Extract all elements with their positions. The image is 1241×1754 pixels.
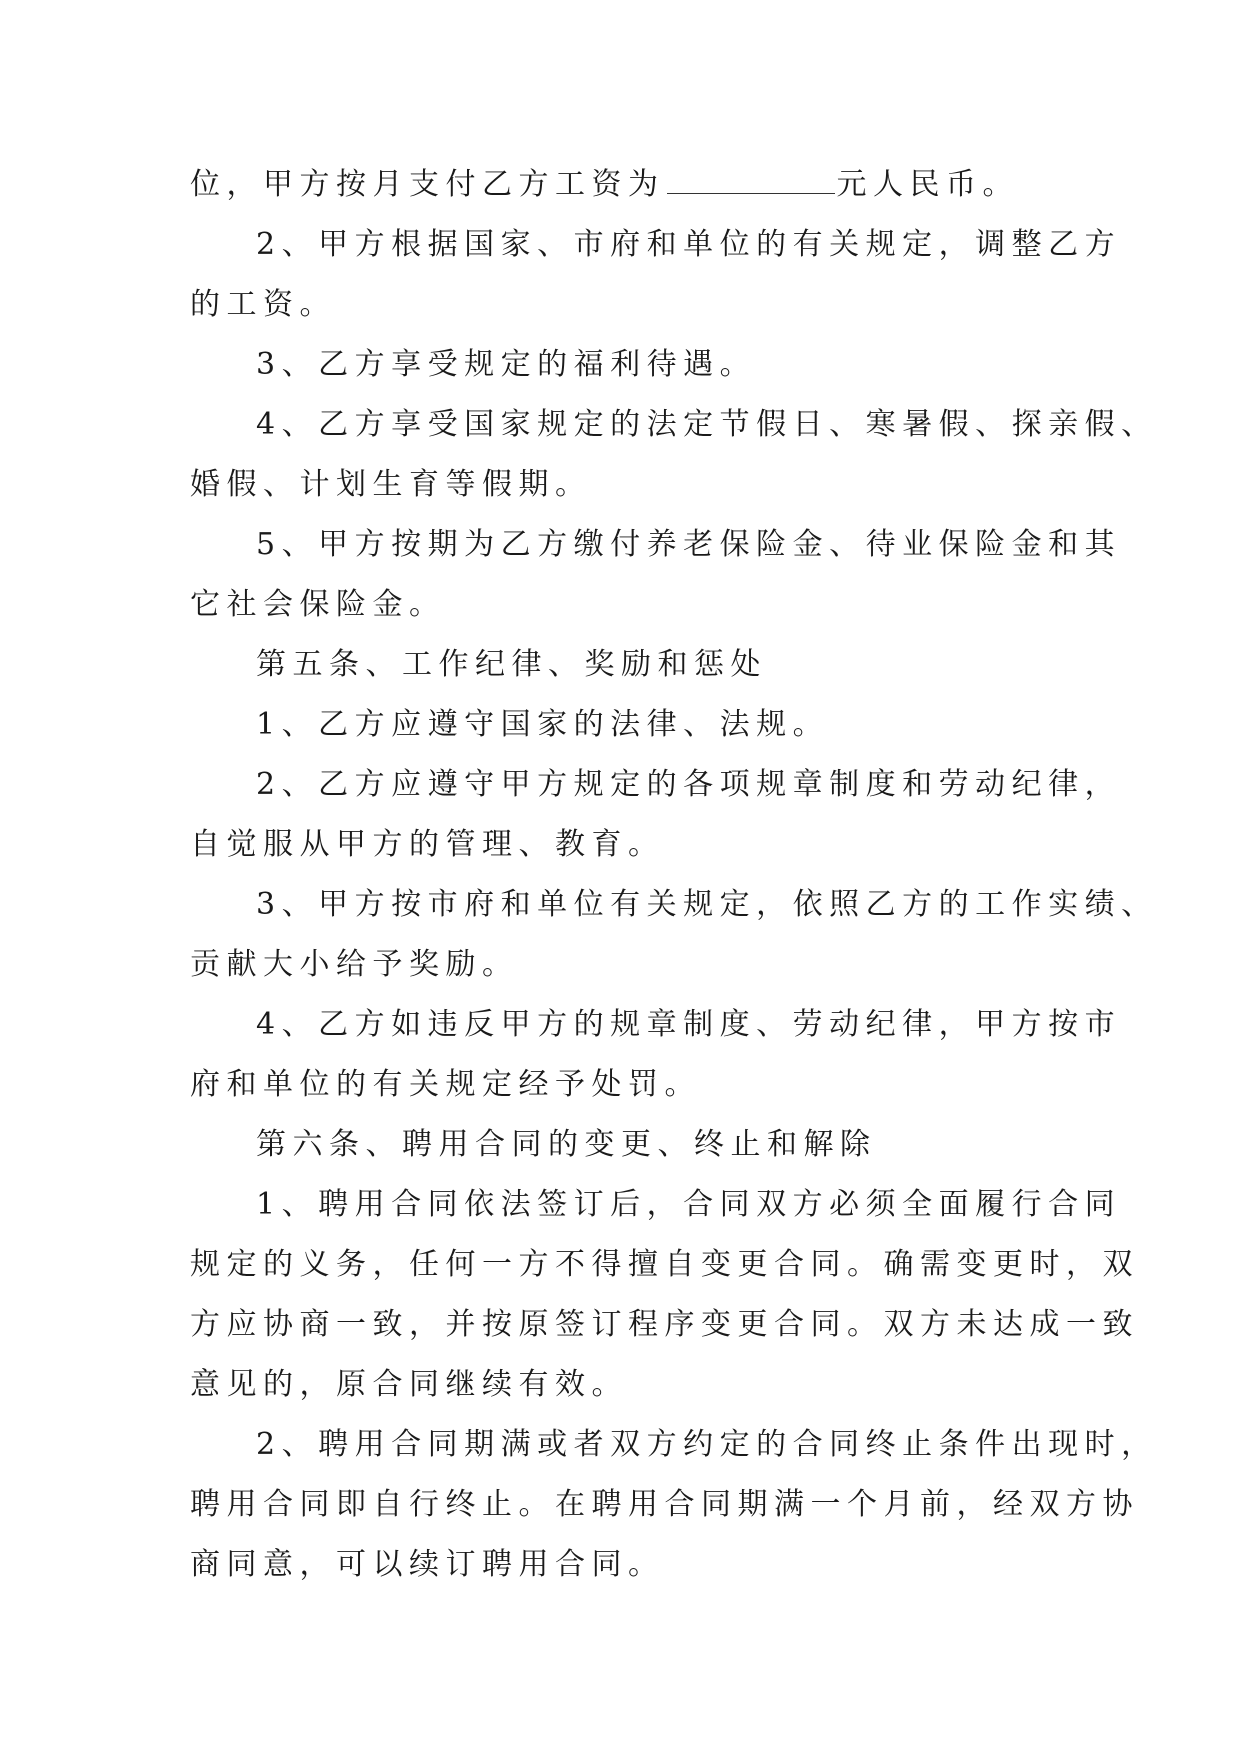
paragraph-line: 贡献大小给予奖励。	[190, 947, 519, 982]
wage-text-before: 位，甲方按月支付乙方工资为	[190, 167, 665, 202]
paragraph-line: 它社会保险金。	[190, 587, 446, 622]
paragraph-line: 3、乙方享受规定的福利待遇。	[256, 347, 757, 382]
paragraph-line: 聘用合同即自行终止。在聘用合同期满一个月前，经双方协	[190, 1487, 1139, 1522]
wage-amount-blank[interactable]	[667, 169, 835, 194]
paragraph-line: 自觉服从甲方的管理、教育。	[190, 827, 665, 862]
document-body	[190, 155, 1158, 1595]
paragraph-line: 商同意，可以续订聘用合同。	[190, 1547, 665, 1582]
paragraph-line: 婚假、计划生育等假期。	[190, 467, 592, 502]
paragraph-line: 2、聘用合同期满或者双方约定的合同终止条件出现时，	[256, 1427, 1158, 1462]
paragraph-line: 1、聘用合同依法签订后，合同双方必须全面履行合同	[256, 1187, 1122, 1222]
paragraph-line: 方应协商一致，并按原签订程序变更合同。双方未达成一致	[190, 1307, 1139, 1342]
paragraph-line: 4、乙方享受国家规定的法定节假日、寒暑假、探亲假、	[256, 407, 1158, 442]
paragraph-line: 2、甲方根据国家、市府和单位的有关规定，调整乙方	[256, 227, 1122, 262]
paragraph-line: 的工资。	[190, 287, 336, 322]
wage-text-after: 元人民币。	[836, 167, 1019, 202]
section-heading-5: 第五条、工作纪律、奖励和惩处	[256, 647, 767, 682]
paragraph-line: 4、乙方如违反甲方的规章制度、劳动纪律，甲方按市	[256, 1007, 1122, 1042]
wage-line	[190, 155, 1070, 215]
paragraph-line: 规定的义务，任何一方不得擅自变更合同。确需变更时，双	[190, 1247, 1139, 1282]
paragraph-line: 1、乙方应遵守国家的法律、法规。	[256, 707, 830, 742]
paragraph-line: 2、乙方应遵守甲方规定的各项规章制度和劳动纪律，	[256, 767, 1122, 802]
paragraph-line: 府和单位的有关规定经予处罚。	[190, 1067, 701, 1102]
section-heading-6: 第六条、聘用合同的变更、终止和解除	[256, 1127, 877, 1162]
paragraph-line: 意见的，原合同继续有效。	[190, 1367, 628, 1402]
paragraph-line: 3、甲方按市府和单位有关规定，依照乙方的工作实绩、	[256, 887, 1158, 922]
paragraph-line: 5、甲方按期为乙方缴付养老保险金、待业保险金和其	[256, 527, 1122, 562]
